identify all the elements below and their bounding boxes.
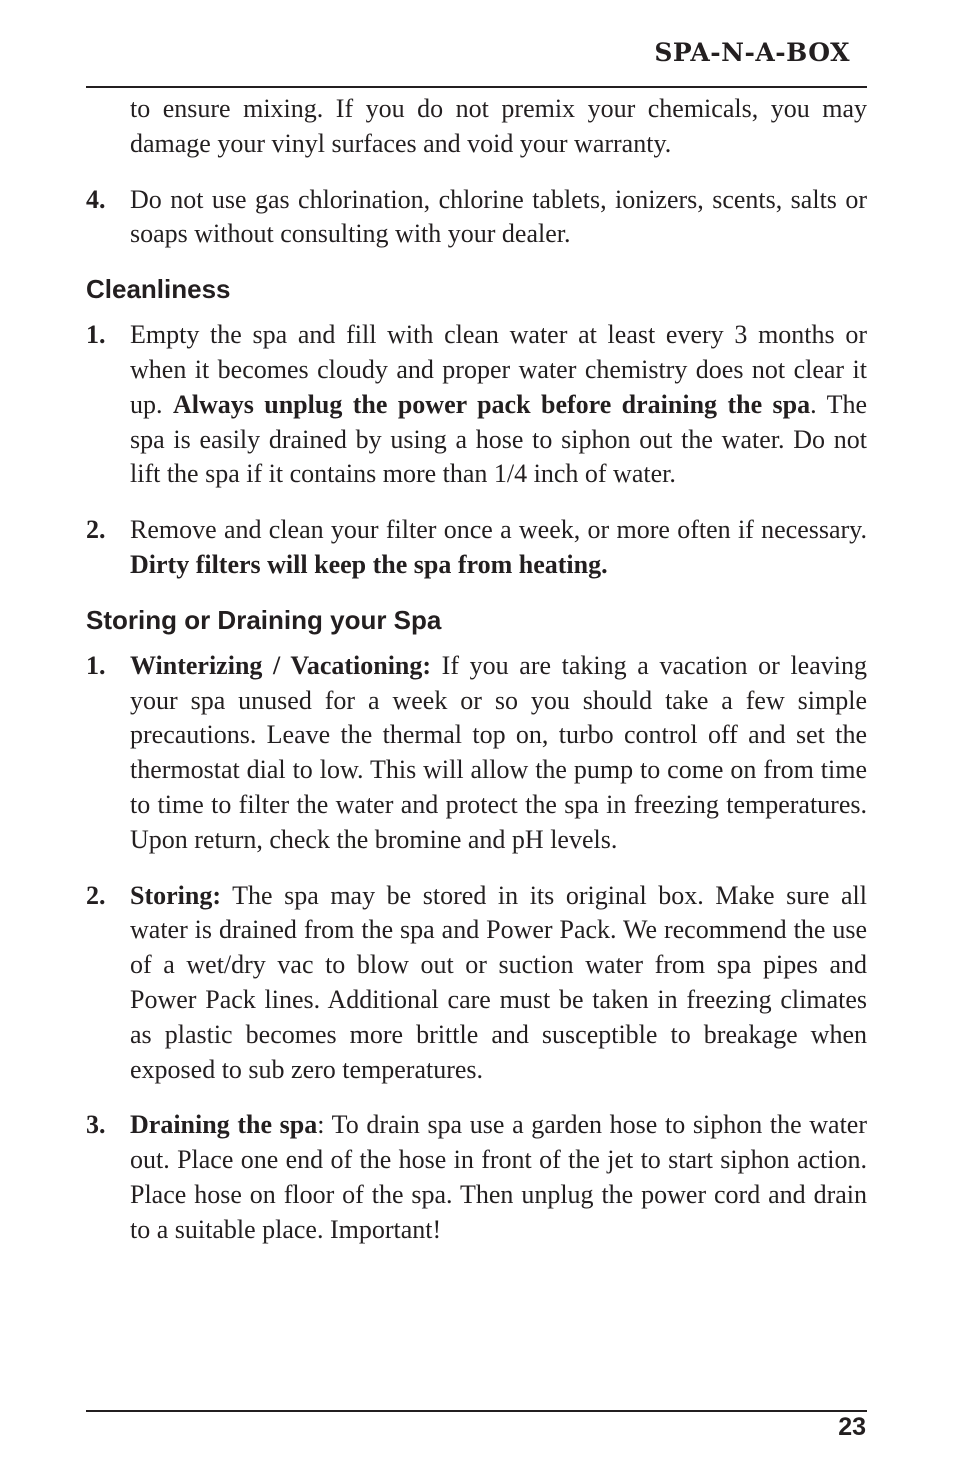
footer-rule (86, 1410, 867, 1412)
cleanliness-item-1 (86, 318, 867, 492)
item-number: 4. (86, 184, 106, 214)
header-rule (86, 86, 867, 88)
item-text (130, 513, 867, 583)
item-number: 3. (86, 1110, 106, 1140)
storing-item-2 (86, 879, 867, 1088)
item-number: 1. (86, 650, 106, 680)
item-bold-lead: Winterizing / Vacationing: (130, 650, 432, 680)
cleanliness-item-2 (86, 513, 867, 583)
page-content (86, 92, 867, 1248)
item-text (130, 318, 867, 492)
item-number: 1. (86, 320, 106, 350)
page-number: 23 (838, 1413, 866, 1441)
item-bold-lead: Storing: (130, 880, 221, 910)
item-text (130, 1108, 867, 1247)
item-text: Do not use gas chlorination, chlorine tablets, ionizers, scents, salts or soaps without consulting with your dealer. (130, 184, 867, 249)
item-text (130, 879, 867, 1088)
brand-title: SPA-N-A-BOX (654, 38, 850, 67)
continuation-paragraph: to ensure mixing. If you do not premix your chemicals, you may damage your vinyl surfaces and void your warranty. (130, 94, 867, 158)
item-text-body: Remove and clean your filter once a week, or more often if necessary. (130, 515, 867, 545)
storing-item-1 (86, 649, 867, 858)
item-text-after: . The spa is easily drained by using a hose to siphon out the water. Do not lift the spa if it contains more than 1/4 inch of water. (130, 389, 868, 489)
item-bold-warning: Always unplug the power pack before draining the spa (172, 389, 811, 419)
item-text-body: If you are taking a vacation or leaving your spa unused for a week or so you should take a few simple precautions. Leave the thermal top on, turbo control off and set the thermostat dial to low. This will allow the pump to come on from time to time to filter the water and protect the spa in freezing temperatures. Upon return, check the bromine and pH levels. (130, 650, 867, 854)
item-text-body: : To drain spa use a garden hose to siphon the water out. Place one end of the hose in front of the jet to start siphon action. Place hose on floor of the spa. Then unplug the power cord and drain to a suitable place. Important! (130, 1110, 868, 1244)
cleanliness-heading: Cleanliness (86, 274, 231, 305)
storing-item-3 (86, 1108, 867, 1247)
item-number: 2. (86, 880, 106, 910)
storing-heading: Storing or Draining your Spa (86, 604, 442, 635)
item-text-body: The spa may be stored in its original box. Make sure all water is drained from the spa and Power Pack. We recommend the use of a wet/dry vac to blow out or suction water from spa pipes and Power Pack lines. Additional care must be taken in freezing climates as plastic becomes more brittle and susceptible to breakage when exposed to sub zero temperatures. (130, 880, 867, 1084)
item-number: 2. (86, 515, 106, 545)
item-bold-lead: Draining the spa (130, 1110, 318, 1140)
item-text-before: Empty the spa and fill with clean water at least every 3 months or when it becomes cloudy and proper water chemistry does not clear it up. (130, 320, 867, 419)
item-bold-warning: Dirty filters will keep the spa from heating. (130, 549, 608, 579)
list-item-4 (86, 183, 867, 253)
item-text (130, 649, 867, 858)
